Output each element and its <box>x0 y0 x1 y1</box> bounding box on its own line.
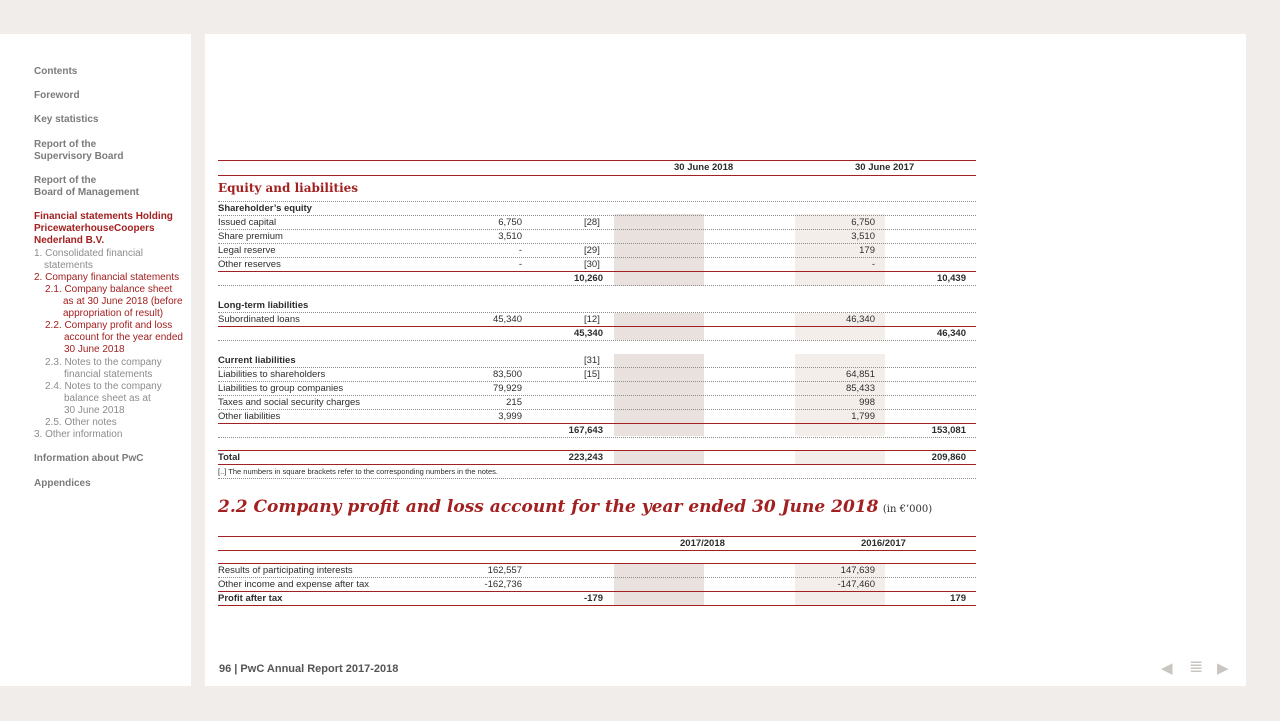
subtotal-2018: 167,643 <box>568 425 603 436</box>
subtotal-2018: 45,340 <box>573 328 603 339</box>
subtotal-2017: 153,081 <box>931 425 966 436</box>
row-ref: [29] <box>584 245 600 256</box>
pl-unit: (in €’000) <box>882 504 933 515</box>
value-2018: 45,340 <box>492 314 522 325</box>
table-row-subtotal <box>218 424 976 438</box>
subtotal-2017: 10,439 <box>936 273 966 284</box>
subtotal-2018: 10,260 <box>573 273 603 284</box>
table-row-total <box>218 592 976 606</box>
nav-profit-loss-line2: account for the year ended <box>64 332 183 343</box>
row-label: Taxes and social security charges <box>218 397 361 408</box>
footnote-text: [..] The numbers in square brackets refer to the corresponding numbers in the notes. <box>218 467 499 476</box>
value-2017: 64,851 <box>845 369 875 380</box>
row-label: Other liabilities <box>218 411 281 422</box>
nav-consolidated-line1: 1. Consolidated financial <box>34 248 143 259</box>
value-2018: 3,510 <box>498 231 522 242</box>
pl-heading <box>218 497 932 517</box>
rule <box>218 550 976 551</box>
value-2017: 85,433 <box>845 383 875 394</box>
nav-notes-balance-line3: 30 June 2018 <box>64 405 125 416</box>
nav-consolidated-line2: statements <box>44 260 93 271</box>
value-2017: 6,750 <box>851 217 875 228</box>
value-2018: 3,999 <box>498 411 522 422</box>
value-2017: 998 <box>859 397 875 408</box>
profit-2017: 179 <box>950 593 966 604</box>
total-2017: 209,860 <box>931 452 966 463</box>
nav-information-pwc[interactable]: Information about PwC <box>34 453 144 464</box>
value-2017: 3,510 <box>851 231 875 242</box>
table-row <box>218 368 976 382</box>
nav-company-financial[interactable]: 2. Company financial statements <box>34 272 180 283</box>
table-row <box>218 382 976 396</box>
row-label: Issued capital <box>218 217 277 228</box>
table-row-subtotal <box>218 327 976 341</box>
nav-appendices[interactable]: Appendices <box>34 478 91 489</box>
row-label: Other reserves <box>218 259 281 270</box>
section-title-equity-liabilities: Equity and liabilities <box>218 181 359 195</box>
sidebar <box>0 34 191 686</box>
nav-report-management-line1: Report of the <box>34 175 97 186</box>
nav-foreword[interactable]: Foreword <box>34 90 80 101</box>
nav-notes-financial-line1: 2.3. Notes to the company <box>45 357 162 368</box>
value-2017: 147,639 <box>840 565 875 576</box>
value-2018: 162,557 <box>487 565 522 576</box>
pl-col-header-2018: 2017/2018 <box>680 538 725 549</box>
row-label: Legal reserve <box>218 245 276 256</box>
col-header-2017: 30 June 2017 <box>855 162 915 173</box>
table-row <box>218 216 976 230</box>
table-row <box>218 354 976 368</box>
row-label: Liabilities to group companies <box>218 383 344 394</box>
nav-report-supervisory[interactable] <box>34 139 123 163</box>
value-2017: 1,799 <box>851 411 875 422</box>
nav-financial-line3: Nederland B.V. <box>34 235 105 246</box>
pl-title: 2.2 Company profit and loss account for the year ended 30 June 2018 <box>218 497 879 517</box>
table-row <box>218 410 976 424</box>
nav-profit-loss[interactable] <box>45 320 183 356</box>
value-2018: - <box>518 259 522 270</box>
row-ref: [28] <box>584 217 600 228</box>
profit-2018: -179 <box>583 593 603 604</box>
nav-notes-financial-line2: financial statements <box>64 369 153 380</box>
equity-heading: Shareholder’s equity <box>218 203 312 214</box>
row-label: Results of participating interests <box>218 565 353 576</box>
value-2017: - <box>871 259 875 270</box>
nav-profit-loss-line3: 30 June 2018 <box>64 344 125 355</box>
nav-balance-sheet-line1: 2.1. Company balance sheet <box>45 284 173 295</box>
table-row <box>218 230 976 244</box>
value-2017: -147,460 <box>837 579 875 590</box>
table-row-subtotal <box>218 272 976 286</box>
nav-other-information[interactable]: 3. Other information <box>34 429 123 440</box>
subtotal-2017: 46,340 <box>936 328 966 339</box>
nav-other-notes[interactable]: 2.5. Other notes <box>45 417 117 428</box>
table-row-total <box>218 450 976 465</box>
total-label: Total <box>218 452 240 463</box>
rule <box>218 536 976 537</box>
col-header-2018: 30 June 2018 <box>674 162 734 173</box>
rule <box>218 160 976 161</box>
table-row <box>218 396 976 410</box>
nav-contents[interactable]: Contents <box>34 66 78 77</box>
rule <box>218 175 976 176</box>
value-2018: 79,929 <box>492 383 522 394</box>
row-ref: [31] <box>584 355 600 366</box>
row-ref: [15] <box>584 369 600 380</box>
nav-financial-line2: PricewaterhouseCoopers <box>34 223 155 234</box>
nav-report-management-line2: Board of Management <box>34 187 140 198</box>
row-ref: [30] <box>584 259 600 270</box>
nav-balance-sheet[interactable] <box>45 284 183 320</box>
total-2018: 223,243 <box>568 452 603 463</box>
nav-report-supervisory-line1: Report of the <box>34 139 97 150</box>
current-heading: Current liabilities <box>218 355 296 366</box>
table-row <box>218 258 976 272</box>
value-2018: -162,736 <box>484 579 522 590</box>
nav-profit-loss-line1: 2.2. Company profit and loss <box>45 320 173 331</box>
table-row <box>218 244 976 258</box>
table-row <box>218 299 976 313</box>
table-row <box>218 313 976 327</box>
row-label: Liabilities to shareholders <box>218 369 326 380</box>
value-2018: 6,750 <box>498 217 522 228</box>
nav-notes-balance-line1: 2.4. Notes to the company <box>45 381 162 392</box>
footnote <box>218 465 976 479</box>
row-label: Share premium <box>218 231 283 242</box>
nav-key-statistics[interactable]: Key statistics <box>34 114 99 125</box>
nav-financial-statements[interactable] <box>34 211 173 247</box>
nav-financial-line1: Financial statements Holding <box>34 211 173 222</box>
value-2018: 83,500 <box>492 369 522 380</box>
value-2018: - <box>518 245 522 256</box>
page-footer: 96 | PwC Annual Report 2017-2018 <box>219 663 399 675</box>
nav-report-supervisory-line2: Supervisory Board <box>34 151 124 162</box>
row-label: Other income and expense after tax <box>218 579 370 590</box>
nav-balance-sheet-line2: as at 30 June 2018 (before <box>63 296 183 307</box>
row-ref: [12] <box>584 314 600 325</box>
nav-consolidated[interactable] <box>34 248 143 272</box>
lt-heading: Long-term liabilities <box>218 300 309 311</box>
table-row <box>218 202 976 216</box>
table-row <box>218 578 976 592</box>
pl-col-header-2017: 2016/2017 <box>861 538 906 549</box>
value-2017: 46,340 <box>845 314 875 325</box>
nav-notes-balance[interactable] <box>45 381 162 417</box>
nav-notes-balance-line2: balance sheet as at <box>64 393 151 404</box>
page-navigation <box>1161 659 1239 677</box>
value-2018: 215 <box>506 397 522 408</box>
nav-balance-sheet-line3: appropriation of result) <box>63 308 164 319</box>
profit-label: Profit after tax <box>218 593 283 604</box>
nav-report-management[interactable] <box>34 175 139 199</box>
nav-notes-financial[interactable] <box>45 357 162 381</box>
next-page-icon[interactable]: ▶ <box>1217 660 1229 677</box>
value-2017: 179 <box>859 245 875 256</box>
menu-icon[interactable]: ≣ <box>1189 657 1204 676</box>
table-row <box>218 564 976 578</box>
row-label: Subordinated loans <box>218 314 300 325</box>
prev-page-icon[interactable]: ◀ <box>1161 660 1173 677</box>
document-page <box>205 34 1246 686</box>
